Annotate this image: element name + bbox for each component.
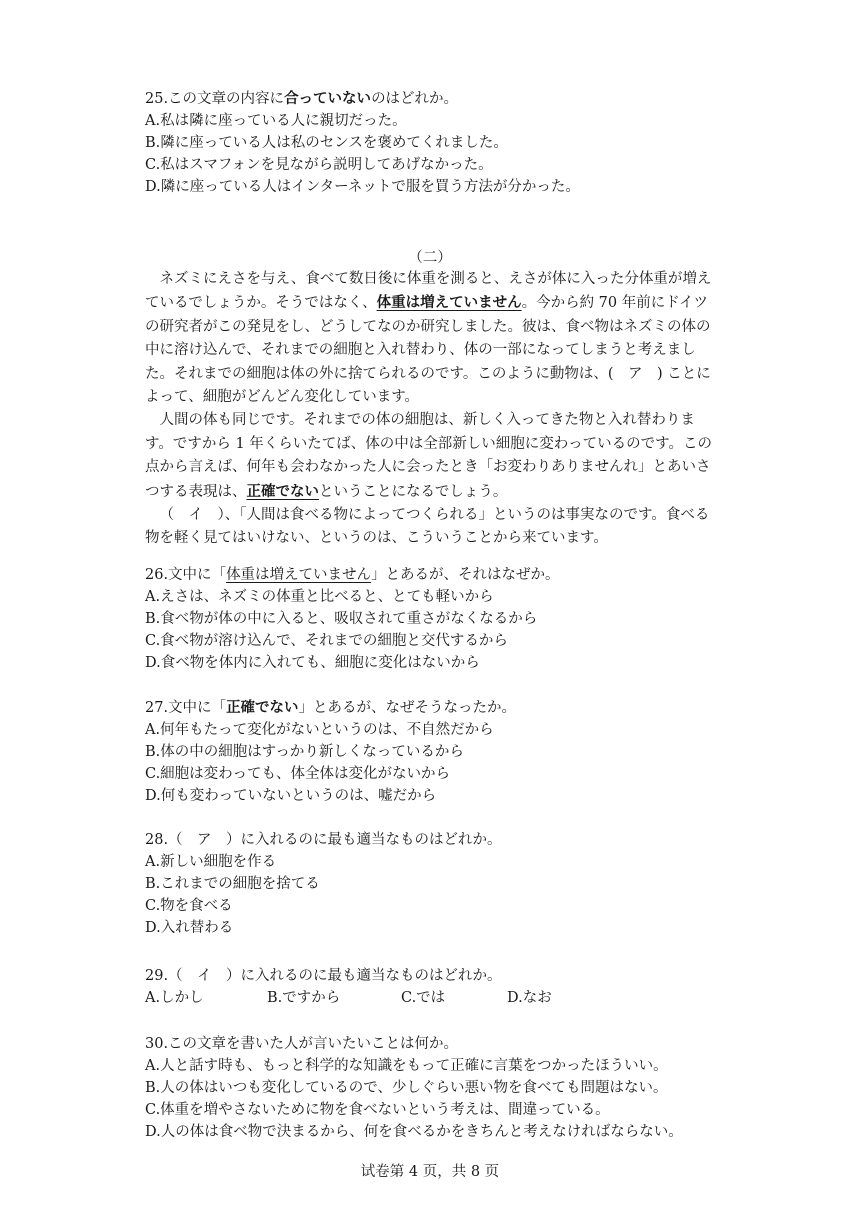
passage-paragraph-1 — [145, 268, 720, 409]
option-a: A.私は隣に座っている人に親切だった。 — [145, 113, 407, 129]
stem-emphasis: 合っていない — [284, 90, 372, 107]
question-29-stem: 29.（ イ ）に入れるのに最も適当なものはどれか。 — [145, 968, 502, 984]
stem-text-end: 」とあるが、なぜそうなったか。 — [298, 700, 517, 716]
page-footer: 试卷第 4 页，共 8 页 — [360, 1164, 500, 1180]
option-b: B.ですから — [267, 990, 341, 1006]
reading-passage — [145, 268, 720, 551]
passage-text: 人間の体も同じです。それまでの体の細胞は、新しく入ってきた物と入れ替わります。ですから 1 年くらいたてば、体の中は全部新しい細胞に変わっているのです。この点から言えば、何年も会わなかった人に会ったとき「お変わりありませんれ」とあいさつする表現は、 — [145, 412, 712, 500]
question-29 — [145, 965, 552, 1009]
option-d: D.なお — [507, 990, 552, 1006]
stem-emphasis: 正確でない — [226, 699, 299, 716]
option-a: A.何年もたって変化がないというのは、不自然だから — [145, 722, 494, 738]
option-b: B.これまでの細胞を捨てる — [145, 876, 320, 892]
question-29-options — [145, 987, 552, 1009]
option-a: A.人と話す時も、もっと科学的な知識をもって正確に言葉をつかったほういい。 — [145, 1058, 668, 1074]
option-b: B.人の体はいつも変化しているので、少しぐらい悪い物を食べても問題はない。 — [145, 1080, 668, 1096]
stem-text: 25.この文章の内容に — [145, 91, 285, 107]
stem-text-end: 」とあるが、それはなぜか。 — [371, 567, 560, 583]
stem-text: 26.文中に「 — [145, 567, 227, 583]
option-c: C.私はスマフォンを見ながら説明してあげなかった。 — [145, 157, 493, 173]
question-25-stem — [145, 88, 580, 110]
question-25 — [145, 88, 580, 198]
option-c: C.では — [401, 990, 446, 1006]
question-26-stem — [145, 564, 560, 586]
underlined-phrase-1: 体重は増えていません — [376, 294, 522, 312]
stem-emphasis: 体重は増えていません — [226, 567, 372, 583]
section-heading: （二） — [408, 250, 452, 266]
option-b: B.食べ物が体の中に入ると、吸収されて重さがなくなるから — [145, 611, 538, 627]
option-d: D.隣に座っている人はインターネットで服を買う方法が分かった。 — [145, 179, 580, 195]
option-c: C.細胞は変わっても、体全体は変化がないから — [145, 766, 451, 782]
question-26 — [145, 564, 560, 674]
option-d: D.入れ替わる — [145, 920, 234, 936]
option-b: B.隣に座っている人は私のセンスを褒めてくれました。 — [145, 135, 508, 151]
passage-paragraph-2 — [145, 409, 720, 504]
option-c: C.物を食べる — [145, 898, 233, 914]
option-c: C.食べ物が溶け込んで、それまでの細胞と交代するから — [145, 633, 508, 649]
option-d: D.何も変わっていないというのは、嘘だから — [145, 788, 437, 804]
underlined-phrase-2: 正確でない — [246, 482, 319, 500]
option-a: A.しかし — [145, 990, 204, 1006]
question-30 — [145, 1033, 683, 1143]
option-a: A.新しい細胞を作る — [145, 854, 277, 870]
passage-paragraph-3: （ イ ）、「人間は食べる物によってつくられる」というのは事実なのです。食べる物を軽く見てはいけない、というのは、こういうことから来ています。 — [145, 507, 710, 547]
question-27-stem — [145, 697, 516, 719]
option-a: A.えさは、ネズミの体重と比べると、とても軽いから — [145, 589, 494, 605]
question-28-stem: 28.（ ア ）に入れるのに最も適当なものはどれか。 — [145, 832, 502, 848]
passage-text: ネズミにえさを与え、食べて数日後に体重を測ると、えさが体に入った分体重が増えているでしょうか。そうではなく、 — [145, 271, 712, 312]
option-d: D.食べ物を体内に入れても、細胞に変化はないから — [145, 655, 480, 671]
passage-text: ということになるでしょう。 — [319, 483, 508, 500]
question-30-stem: 30.この文章を書いた人が言いたいことは何か。 — [145, 1036, 459, 1052]
stem-text: 27.文中に「 — [145, 700, 227, 716]
question-28 — [145, 829, 502, 939]
question-27 — [145, 697, 516, 807]
option-b: B.体の中の細胞はすっかり新しくなっているから — [145, 744, 464, 760]
passage-text: 。今から約 70 年前にドイツの研究者がこの発見をし、どうしてなのか研究しました。彼は、食べ物はネズミの体の中に溶け込んで、それまでの細胞と入れ替わり、体の一部になってしまうと考えました。それまでの細胞は体の外に捨てられるのです。このように動物は、( ア ) ことによって、細胞がどんどん変化しています。 — [145, 295, 711, 406]
option-d: D.人の体は食べ物で決まるから、何を食べるかをきちんと考えなければならない。 — [145, 1124, 683, 1140]
stem-text-end: のはどれか。 — [371, 91, 459, 107]
option-c: C.体重を増やさないために物を食べないという考えは、間違っている。 — [145, 1102, 610, 1118]
